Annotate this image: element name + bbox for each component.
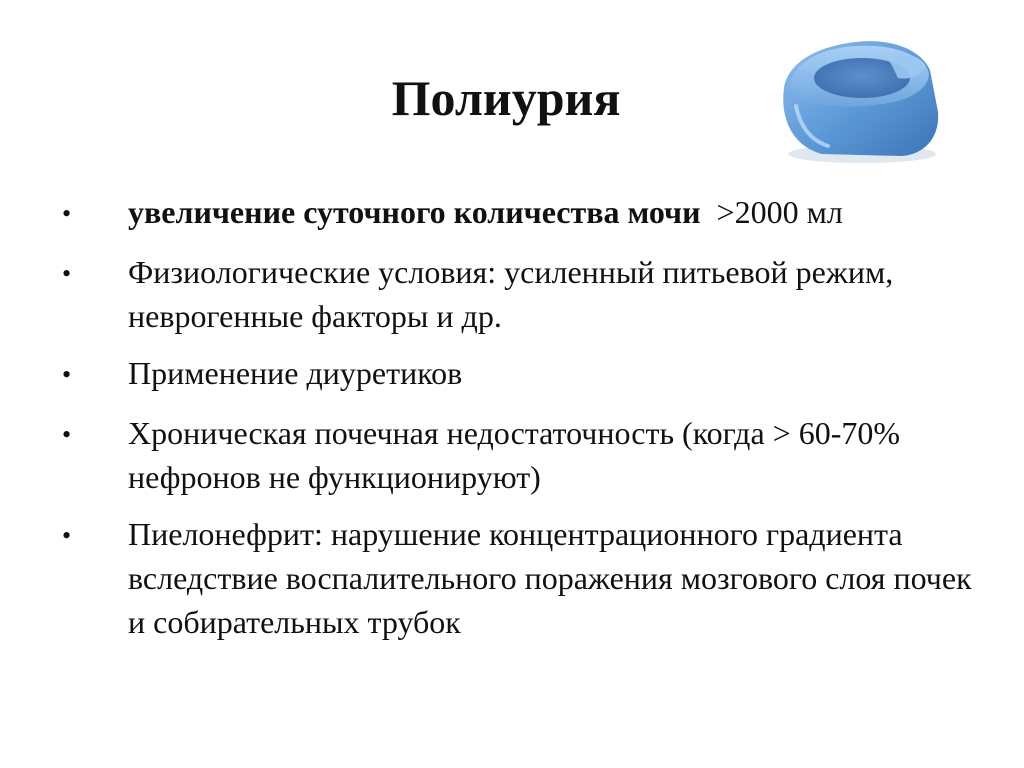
bullet-icon: • [62, 521, 72, 550]
bullet-list [62, 190, 982, 657]
bullet-text: Пиелонефрит: нарушение концентрационного градиента вследствие воспалительного поражения мозгового слоя почек и собирательных трубок [128, 516, 972, 640]
bullet-icon: • [62, 259, 72, 288]
bullet-icon: • [62, 199, 72, 228]
bullet-icon: • [62, 420, 72, 449]
list-item [62, 190, 982, 237]
list-item [62, 411, 982, 499]
potty-icon [770, 26, 946, 166]
bullet-text: Физиологические условия: усиленный питьевой режим, неврогенные факторы и др. [128, 254, 894, 334]
bullet-text: Применение диуретиков [128, 355, 463, 391]
list-item [62, 512, 982, 644]
list-item [62, 250, 982, 338]
bullet-text: Хроническая почечная недостаточность (когда > 60-70% нефронов не функционируют) [128, 415, 900, 495]
bullet-text-suffix: >2000 мл [700, 194, 843, 230]
list-item [62, 351, 982, 398]
slide-title: Полиурия [391, 70, 621, 126]
bullet-text: увеличение суточного количества мочи [128, 194, 701, 230]
bullet-icon: • [62, 360, 72, 389]
